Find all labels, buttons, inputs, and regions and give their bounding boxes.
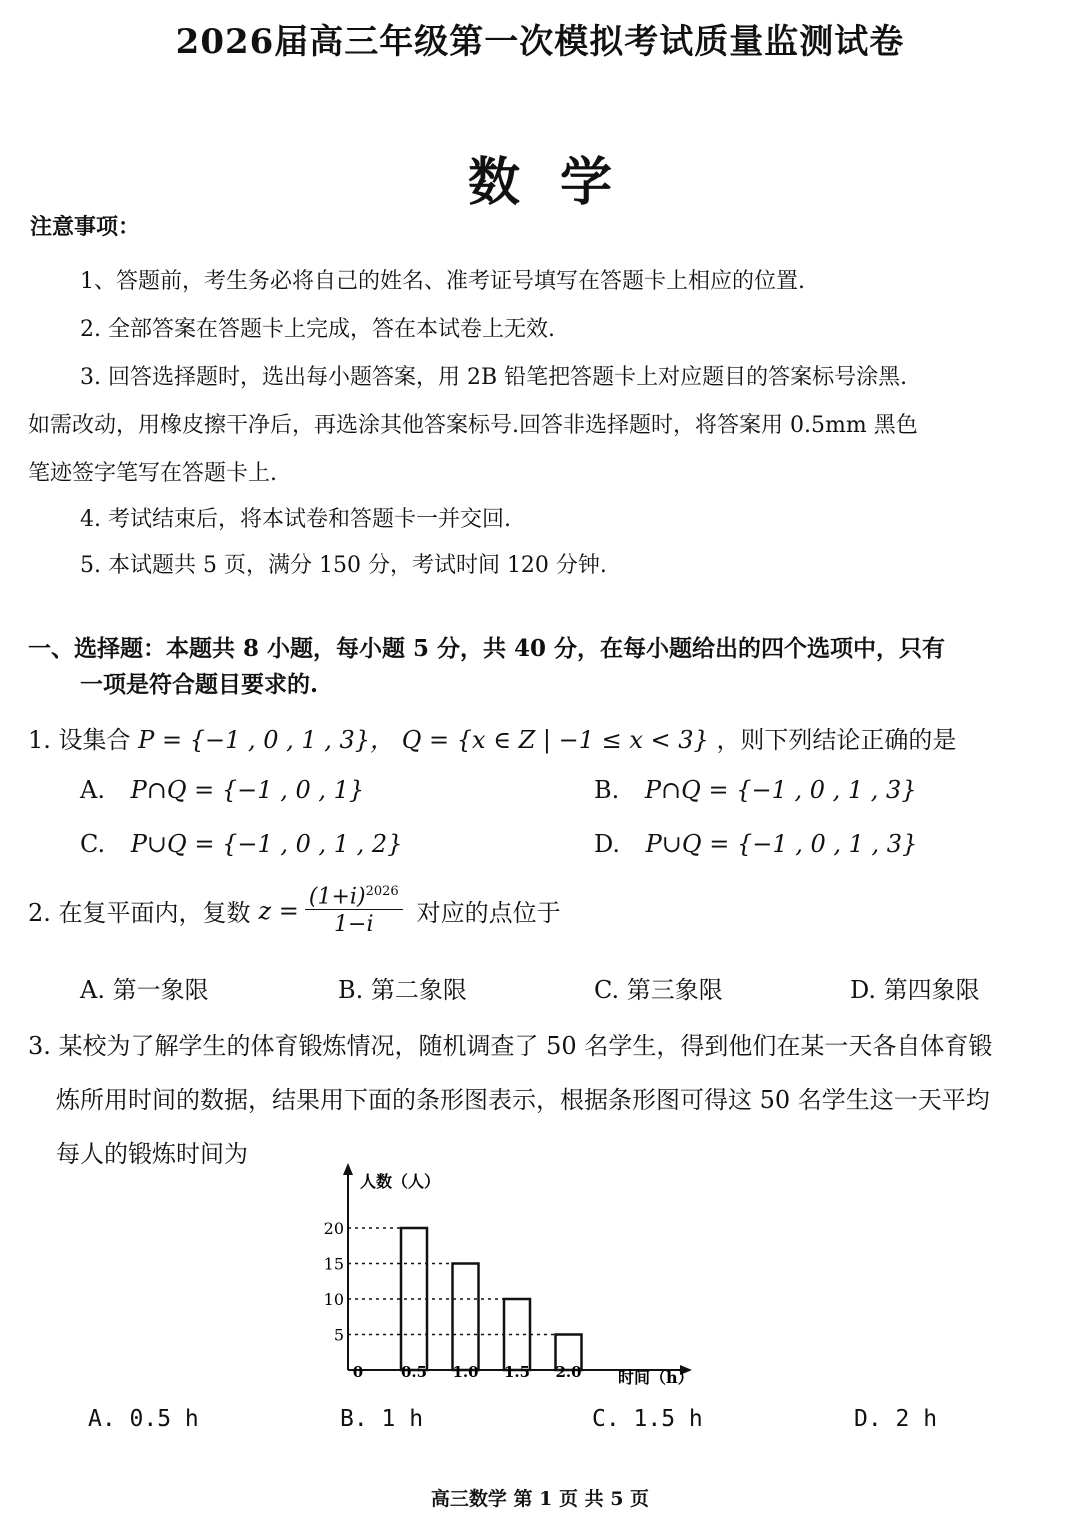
q1-option-c-text: P∪Q = {−1 , 0 , 1 , 2}	[130, 830, 403, 858]
q3-option-c: C. 1.5 h	[592, 1406, 703, 1432]
q1-option-b-text: P∩Q = {−1 , 0 , 1 , 3}	[644, 776, 917, 804]
q2-option-b: B. 第二象限	[338, 976, 467, 1004]
q2-option-c: C. 第三象限	[594, 976, 723, 1004]
q2-denominator: 1−i	[334, 912, 374, 938]
notice-item-4: 4. 考试结束后，将本试卷和答题卡一并交回.	[80, 507, 511, 532]
q1-option-c	[80, 830, 402, 858]
q2-lhs: z =	[258, 896, 299, 925]
q1-option-a-text: P∩Q = {−1 , 0 , 1}	[130, 776, 365, 804]
section-1-heading-line-2: 一项是符合题目要求的.	[80, 671, 319, 698]
q1-option-b	[594, 776, 917, 804]
y-tick-label: 5	[333, 1325, 344, 1345]
question-3-line-3: 每人的锻炼时间为	[56, 1140, 248, 1168]
y-tick-label: 15	[323, 1254, 344, 1274]
q2-numerator	[305, 884, 403, 910]
question-3-line-1: 3. 某校为了解学生的体育锻炼情况，随机调查了 50 名学生，得到他们在某一天各自体育锻	[28, 1032, 993, 1060]
x-tick-label: 1.5	[503, 1363, 531, 1381]
q1-option-d-text: P∪Q = {−1 , 0 , 1 , 3}	[645, 830, 918, 858]
page-footer: 高三数学 第 1 页 共 5 页	[430, 1488, 650, 1510]
bar-chart	[300, 1155, 720, 1395]
q2-numerator-base: (1+i)	[308, 884, 366, 910]
x-origin-label: 0	[352, 1363, 364, 1381]
y-tick-label: 10	[323, 1290, 344, 1309]
q3-option-a: A. 0.5 h	[88, 1406, 199, 1432]
question-2-stem	[28, 884, 561, 937]
notice-item-2: 2. 全部答案在答题卡上完成，答在本试卷上无效.	[80, 317, 555, 342]
q2-option-a: A. 第一象限	[80, 976, 209, 1004]
q2-suffix: 对应的点位于	[416, 899, 561, 928]
question-3-line-2: 炼所用时间的数据，结果用下面的条形图表示，根据条形图可得这 50 名学生这一天平均	[56, 1086, 990, 1114]
q1-set-q: Q = {x ∈ Z | −1 ≤ x < 3}	[401, 726, 709, 754]
q3-option-b: B. 1 h	[340, 1406, 424, 1432]
q1-option-d	[594, 830, 917, 858]
notice-heading: 注意事项：	[30, 214, 141, 240]
q1-option-b-label: B.	[594, 776, 620, 804]
q1-option-a	[80, 776, 364, 804]
q1-suffix: ，则下列结论正确的是	[716, 726, 957, 754]
notice-item-3-line-2: 如需改动，用橡皮擦干净后，再选涂其他答案标号.回答非选择题时，将答案用 0.5mm 黑色	[28, 413, 918, 438]
y-axis-label: 人数（人）	[360, 1172, 441, 1191]
q1-option-d-label: D.	[594, 830, 621, 858]
x-tick-label: 2.0	[555, 1363, 582, 1381]
question-1-stem	[28, 720, 956, 755]
q2-option-d: D. 第四象限	[850, 976, 980, 1004]
q1-option-c-label: C.	[80, 830, 106, 858]
notice-item-3-line-3: 笔迹签字笔写在答题卡上.	[28, 461, 277, 486]
y-tick-label: 20	[323, 1219, 344, 1238]
x-tick-label: 1.0	[452, 1363, 479, 1381]
exam-title: 2026届高三年级第一次模拟考试质量监测试卷	[175, 22, 905, 62]
q3-option-d: D. 2 h	[854, 1406, 938, 1432]
x-tick-label: 0.5	[400, 1363, 428, 1381]
q2-exponent: 2026	[365, 884, 399, 899]
section-1-heading-line-1: 一、选择题：本题共 8 小题，每小题 5 分，共 40 分，在每小题给出的四个选项中，只有	[28, 635, 946, 662]
q1-prefix: 1. 设集合	[28, 726, 131, 754]
q1-set-p: P = {−1 , 0 , 1 , 3}，	[138, 726, 395, 754]
y-axis-arrow	[343, 1163, 353, 1175]
subject-title: 数学	[467, 152, 652, 213]
q1-option-a-label: A.	[80, 776, 105, 804]
bar	[453, 1264, 479, 1371]
q2-fraction	[305, 884, 403, 937]
notice-item-5: 5. 本试题共 5 页，满分 150 分，考试时间 120 分钟.	[80, 553, 607, 578]
notice-item-1: 1、答题前，考生务必将自己的姓名、准考证号填写在答题卡上相应的位置.	[80, 269, 805, 294]
notice-item-3-line-1: 3. 回答选择题时，选出每小题答案，用 2B 铅笔把答题卡上对应题目的答案标号涂黑.	[80, 365, 908, 390]
x-axis-label: 时间（h）	[618, 1368, 694, 1387]
q2-prefix: 2. 在复平面内，复数	[28, 899, 251, 928]
